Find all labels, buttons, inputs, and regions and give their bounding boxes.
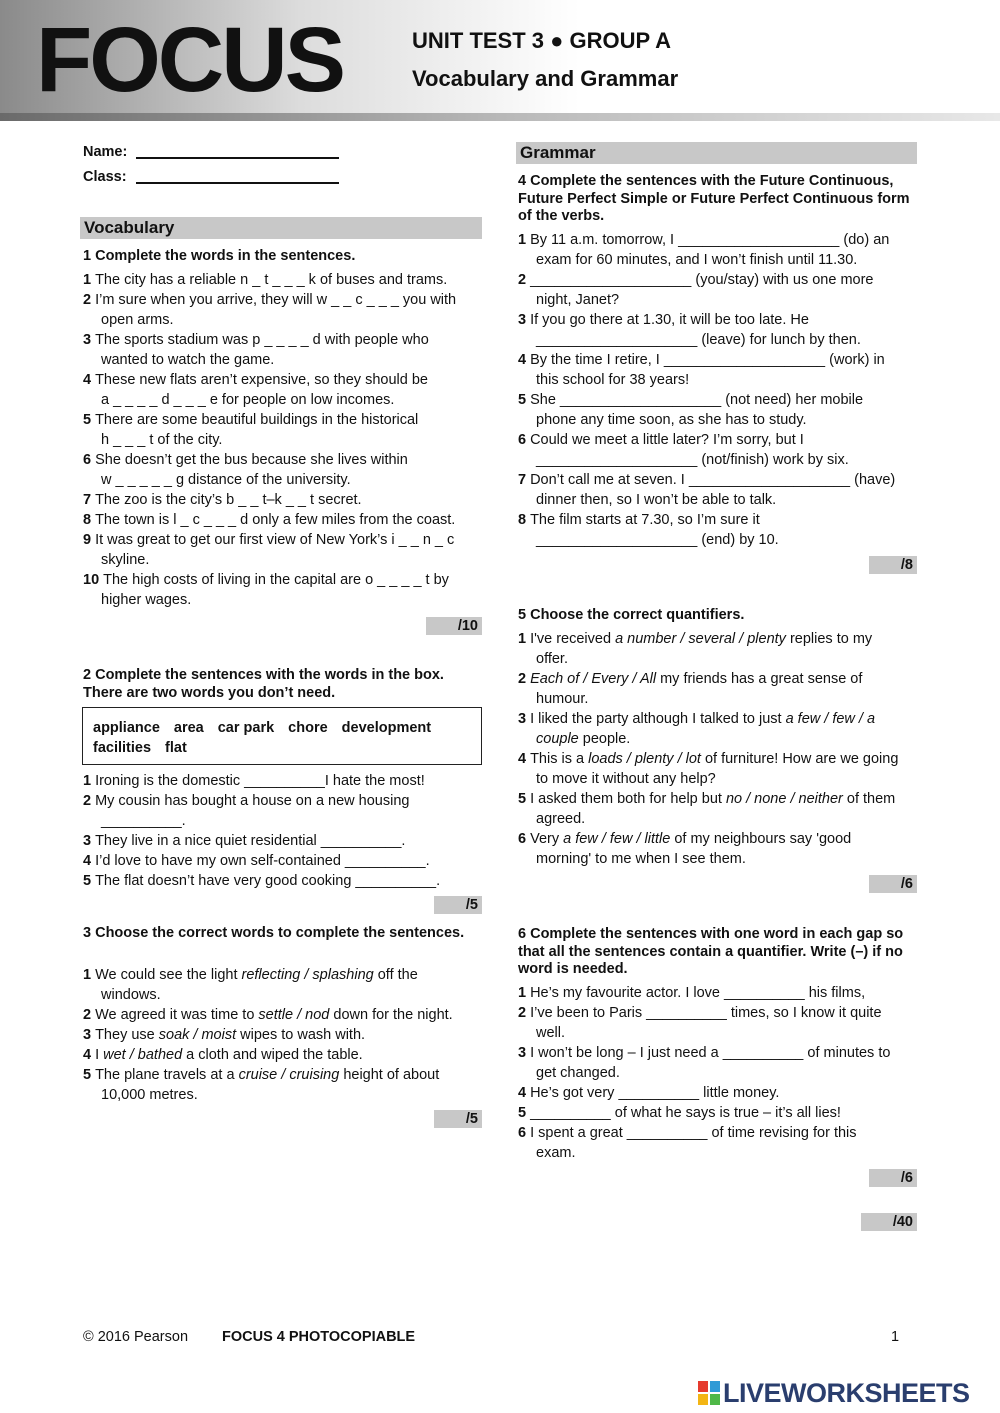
- word-box-line-1: [93, 718, 471, 738]
- item-continuation: this school for 38 years!: [536, 372, 690, 388]
- page-number: 1: [891, 1329, 900, 1345]
- item-number: 5: [83, 412, 92, 428]
- item-number: 2: [518, 272, 527, 288]
- box-word: flat: [165, 740, 187, 756]
- ex4-score: /8: [869, 556, 917, 574]
- item-options[interactable]: a few / few / a: [785, 711, 876, 727]
- item-text: offer.: [536, 651, 568, 667]
- item-text: We could see the light: [95, 967, 242, 983]
- item-text: I spent a great __________ of time revising for this: [530, 1125, 857, 1141]
- ex6-item: [518, 1003, 918, 1043]
- item-text: I’m sure when you arrive, they will w _ _ c _ _ _ you with: [95, 292, 457, 308]
- item-options[interactable]: settle / nod: [258, 1007, 330, 1023]
- ex2-item: [83, 851, 483, 871]
- ex4-instruction: 4 Complete the sentences with the Future Continuous, Future Perfect Simple or Future Perfect Continuous form of the verbs.: [518, 173, 910, 224]
- ex2-item: [83, 831, 483, 851]
- ex2-list: [83, 771, 483, 891]
- item-options[interactable]: a number / several / plenty: [615, 631, 786, 647]
- item-text: I liked the party although I talked to just: [530, 711, 786, 727]
- ex3-item: [83, 1025, 483, 1045]
- ex4-list: [518, 230, 918, 550]
- item-number: 4: [518, 352, 527, 368]
- item-number: 1: [83, 773, 92, 789]
- item-number: 5: [518, 392, 527, 408]
- ex1-score: /10: [426, 617, 482, 635]
- item-number: 3: [518, 312, 527, 328]
- item-text: The city has a reliable n _ t _ _ _ k of buses and trams.: [95, 272, 448, 288]
- item-text: agreed.: [536, 811, 586, 827]
- ex4-item: [518, 230, 918, 270]
- ex3-item: [83, 1065, 483, 1105]
- item-options[interactable]: wet / bathed: [103, 1047, 183, 1063]
- ex6-instruction: 6 Complete the sentences with one word in each gap so that all the sentences contain a quantifier. Write (–) if no word is needed.: [518, 926, 904, 977]
- item-number: 8: [518, 512, 527, 528]
- ex4-item: [518, 270, 918, 310]
- focus-logo: FOCUS: [36, 9, 343, 111]
- ex1-item: [83, 370, 483, 410]
- item-text: I've received: [530, 631, 616, 647]
- item-text: replies to my: [785, 631, 873, 647]
- item-number: 3: [83, 833, 92, 849]
- item-text: of furniture! How are we going: [700, 751, 899, 767]
- item-number: 3: [518, 711, 527, 727]
- item-number: 2: [518, 1005, 527, 1021]
- item-text: Could we meet a little later? I’m sorry, but I: [530, 432, 804, 448]
- item-text: The film starts at 7.30, so I’m sure it: [530, 512, 760, 528]
- item-continuation: skyline.: [101, 552, 150, 568]
- ex1-list: [83, 270, 483, 610]
- item-number: 4: [83, 372, 92, 388]
- ex6-item: [518, 1083, 918, 1103]
- item-text: The plane travels at a: [95, 1067, 239, 1083]
- item-number: 1: [518, 985, 527, 1001]
- ex6-item: [518, 983, 918, 1003]
- liveworksheets-text: LIVEWORKSHEETS: [723, 1378, 970, 1408]
- ex2-instruction: 2 Complete the sentences with the words in the box. There are two words you don’t need.: [83, 667, 444, 701]
- item-options[interactable]: reflecting / splashing: [241, 967, 374, 983]
- item-number: 5: [83, 873, 92, 889]
- item-text: I won’t be long – I just need a __________ of minutes to: [530, 1045, 891, 1061]
- item-options[interactable]: soak / moist: [158, 1027, 237, 1043]
- ex6-item: [518, 1123, 918, 1163]
- ex3-score: /5: [434, 1110, 482, 1128]
- item-number: 2: [518, 671, 527, 687]
- item-number: 5: [83, 1067, 92, 1083]
- item-text: The high costs of living in the capital are o _ _ _ _ t by: [103, 572, 449, 588]
- ex5-item: [518, 749, 918, 789]
- ex1-item: [83, 290, 483, 330]
- item-continuation: [518, 649, 918, 669]
- item-number: 5: [518, 791, 527, 807]
- item-continuation: exam.: [536, 1145, 576, 1161]
- item-text: windows.: [101, 987, 161, 1003]
- item-text: This is a: [530, 751, 589, 767]
- ex6-item: [518, 1043, 918, 1083]
- item-options[interactable]: no / none / neither: [725, 791, 843, 807]
- item-text: Don’t call me at seven. I ____________________ (have): [530, 472, 896, 488]
- box-word: development: [341, 720, 432, 736]
- item-continuation: phone any time soon, as she has to study.: [536, 412, 807, 428]
- box-word: facilities: [93, 740, 152, 756]
- item-continuation: [518, 809, 918, 829]
- item-options[interactable]: couple: [536, 731, 579, 747]
- item-options[interactable]: Each of / Every / All: [530, 671, 657, 687]
- ex3-list: [83, 965, 483, 1105]
- item-number: 3: [83, 332, 92, 348]
- ex1-item: [83, 330, 483, 370]
- item-continuation: [83, 1085, 483, 1105]
- item-text: wipes to wash with.: [236, 1027, 366, 1043]
- test-title: UNIT TEST 3 ● GROUP A: [412, 28, 671, 53]
- item-number: 4: [518, 751, 527, 767]
- item-text: to move it without any help?: [536, 771, 716, 787]
- ex1-item: [83, 570, 483, 610]
- item-number: 3: [518, 1045, 527, 1061]
- item-continuation: h _ _ _ t of the city.: [101, 432, 223, 448]
- item-number: 6: [518, 1125, 527, 1141]
- item-text: The town is l _ c _ _ _ d only a few miles from the coast.: [95, 512, 456, 528]
- item-number: 6: [518, 432, 527, 448]
- item-continuation: [518, 689, 918, 709]
- item-continuation: [518, 729, 918, 749]
- item-text: __________ of what he says is true – it’s all lies!: [530, 1105, 841, 1121]
- item-text: By the time I retire, I ____________________ (work) in: [530, 352, 885, 368]
- ex2-item: [83, 871, 483, 891]
- item-number: 1: [83, 272, 92, 288]
- ex1-item: [83, 450, 483, 490]
- item-text: a cloth and wiped the table.: [182, 1047, 363, 1063]
- item-number: 1: [518, 631, 527, 647]
- ex3-item: [83, 965, 483, 1005]
- item-number: 4: [518, 1085, 527, 1101]
- box-word: area: [173, 720, 204, 736]
- box-word: car park: [217, 720, 275, 736]
- item-text: humour.: [536, 691, 589, 707]
- item-text: She doesn’t get the bus because she lives within: [95, 452, 408, 468]
- item-continuation: w _ _ _ _ _ g distance of the university.: [101, 472, 351, 488]
- ex4-item: [518, 310, 918, 350]
- box-word: chore: [288, 720, 328, 736]
- vocabulary-heading: Vocabulary: [80, 217, 482, 239]
- ex1-item: [83, 490, 483, 510]
- item-text: I: [95, 1047, 104, 1063]
- ex1-instruction: 1 Complete the words in the sentences.: [83, 248, 356, 264]
- name-label: Name:: [83, 144, 128, 160]
- ex4-item: [518, 510, 918, 550]
- item-text: Very: [530, 831, 564, 847]
- item-continuation: ____________________ (end) by 10.: [536, 532, 779, 548]
- ex3-instruction: 3 Choose the correct words to complete the sentences.: [83, 925, 465, 941]
- ex2-item: [83, 771, 483, 791]
- item-text: I’ve been to Paris __________ times, so I know it quite: [530, 1005, 882, 1021]
- item-text: They use: [95, 1027, 159, 1043]
- item-number: 6: [83, 452, 92, 468]
- item-number: 4: [83, 1047, 92, 1063]
- ex2-score: /5: [434, 896, 482, 914]
- item-number: 7: [83, 492, 92, 508]
- item-continuation: night, Janet?: [536, 292, 620, 308]
- ex1-item: [83, 270, 483, 290]
- item-text: She ____________________ (not need) her mobile: [530, 392, 864, 408]
- item-text: They live in a nice quiet residential __________.: [95, 833, 406, 849]
- ex2-item: [83, 791, 483, 831]
- ex1-item: [83, 510, 483, 530]
- item-number: 10: [83, 572, 100, 588]
- item-continuation: get changed.: [536, 1065, 620, 1081]
- item-number: 7: [518, 472, 527, 488]
- class-label: Class:: [83, 169, 127, 185]
- item-continuation: well.: [536, 1025, 566, 1041]
- item-text: The zoo is the city’s b _ _ t–k _ _ t secret.: [95, 492, 362, 508]
- ex6-item: [518, 1103, 918, 1123]
- item-text: My cousin has bought a house on a new housing: [95, 793, 410, 809]
- item-continuation: dinner then, so I won’t be able to talk.: [536, 492, 777, 508]
- item-text: down for the night.: [329, 1007, 453, 1023]
- total-score: /40: [861, 1213, 917, 1231]
- item-continuation: wanted to watch the game.: [101, 352, 275, 368]
- ex5-item: [518, 669, 918, 709]
- item-text: We agreed it was time to: [95, 1007, 259, 1023]
- item-text: The flat doesn’t have very good cooking __________.: [95, 873, 441, 889]
- word-box-line-2: [93, 738, 471, 758]
- ex1-item: [83, 530, 483, 570]
- item-text: It was great to get our first view of New York’s i _ _ n _ c: [95, 532, 455, 548]
- item-text: There are some beautiful buildings in the historical: [95, 412, 419, 428]
- item-continuation: exam for 60 minutes, and I won’t finish until 11.30.: [536, 252, 858, 268]
- word-box: [82, 707, 482, 765]
- box-word: appliance: [93, 720, 160, 736]
- item-continuation: ____________________ (leave) for lunch by then.: [536, 332, 861, 348]
- ex4-item: [518, 470, 918, 510]
- item-continuation: [83, 985, 483, 1005]
- item-text: morning' to me when I see them.: [536, 851, 746, 867]
- item-text: Ironing is the domestic __________I hate the most!: [95, 773, 425, 789]
- item-number: 9: [83, 532, 92, 548]
- ex1-item: [83, 410, 483, 450]
- class-field[interactable]: [136, 182, 339, 184]
- liveworksheets-watermark[interactable]: [698, 1378, 970, 1408]
- item-text: off the: [373, 967, 418, 983]
- item-number: 4: [83, 853, 92, 869]
- item-continuation: open arms.: [101, 312, 174, 328]
- ex5-instruction: 5 Choose the correct quantifiers.: [518, 607, 745, 623]
- ex4-item: [518, 430, 918, 470]
- item-text: I asked them both for help but: [530, 791, 726, 807]
- item-text: height of about: [339, 1067, 440, 1083]
- item-text: By 11 a.m. tomorrow, I ____________________ (do) an: [530, 232, 890, 248]
- item-text: ____________________ (you/stay) with us one more: [530, 272, 874, 288]
- item-continuation: ____________________ (not/finish) work by six.: [536, 452, 849, 468]
- item-continuation: [518, 849, 918, 869]
- name-field[interactable]: [136, 157, 339, 159]
- item-text: people.: [578, 731, 631, 747]
- item-number: 2: [83, 292, 92, 308]
- ex5-item: [518, 789, 918, 829]
- item-number: 5: [518, 1105, 527, 1121]
- item-number: 6: [518, 831, 527, 847]
- grammar-heading: Grammar: [516, 142, 917, 164]
- item-continuation: [518, 769, 918, 789]
- item-text: If you go there at 1.30, it will be too late. He: [530, 312, 809, 328]
- item-continuation: __________.: [101, 813, 186, 829]
- item-text: my friends has a great sense of: [656, 671, 863, 687]
- item-text: of my neighbours say 'good: [670, 831, 852, 847]
- header-divider: [0, 113, 1000, 121]
- item-text: 10,000 metres.: [101, 1087, 198, 1103]
- item-options[interactable]: loads / plenty / lot: [588, 751, 701, 767]
- ex3-item: [83, 1005, 483, 1025]
- item-number: 1: [83, 967, 92, 983]
- ex5-item: [518, 709, 918, 749]
- item-options[interactable]: a few / few / little: [563, 831, 671, 847]
- ex5-list: [518, 629, 918, 869]
- item-continuation: higher wages.: [101, 592, 192, 608]
- copyright: © 2016 Pearson: [83, 1329, 189, 1345]
- item-text: He’s my favourite actor. I love __________ his films,: [530, 985, 866, 1001]
- item-text: These new flats aren’t expensive, so they should be: [95, 372, 428, 388]
- item-text: The sports stadium was p _ _ _ _ d with people who: [95, 332, 429, 348]
- item-number: 2: [83, 1007, 92, 1023]
- ex4-item: [518, 350, 918, 390]
- book-name: FOCUS 4 PHOTOCOPIABLE: [222, 1329, 416, 1345]
- item-text: I’d love to have my own self-contained __________.: [95, 853, 430, 869]
- ex6-list: [518, 983, 918, 1163]
- item-number: 2: [83, 793, 92, 809]
- item-number: 8: [83, 512, 92, 528]
- item-options[interactable]: cruise / cruising: [238, 1067, 340, 1083]
- item-text: He’s got very __________ little money.: [530, 1085, 780, 1101]
- ex4-item: [518, 390, 918, 430]
- ex5-item: [518, 629, 918, 669]
- ex6-score: /6: [869, 1169, 917, 1187]
- ex3-item: [83, 1045, 483, 1065]
- item-number: 1: [518, 232, 527, 248]
- liveworksheets-logo-icon: [698, 1381, 720, 1405]
- ex5-score: /6: [869, 875, 917, 893]
- item-text: of them: [842, 791, 896, 807]
- test-subtitle: Vocabulary and Grammar: [412, 66, 679, 91]
- ex5-item: [518, 829, 918, 869]
- item-number: 3: [83, 1027, 92, 1043]
- item-continuation: a _ _ _ _ d _ _ _ e for people on low incomes.: [101, 392, 395, 408]
